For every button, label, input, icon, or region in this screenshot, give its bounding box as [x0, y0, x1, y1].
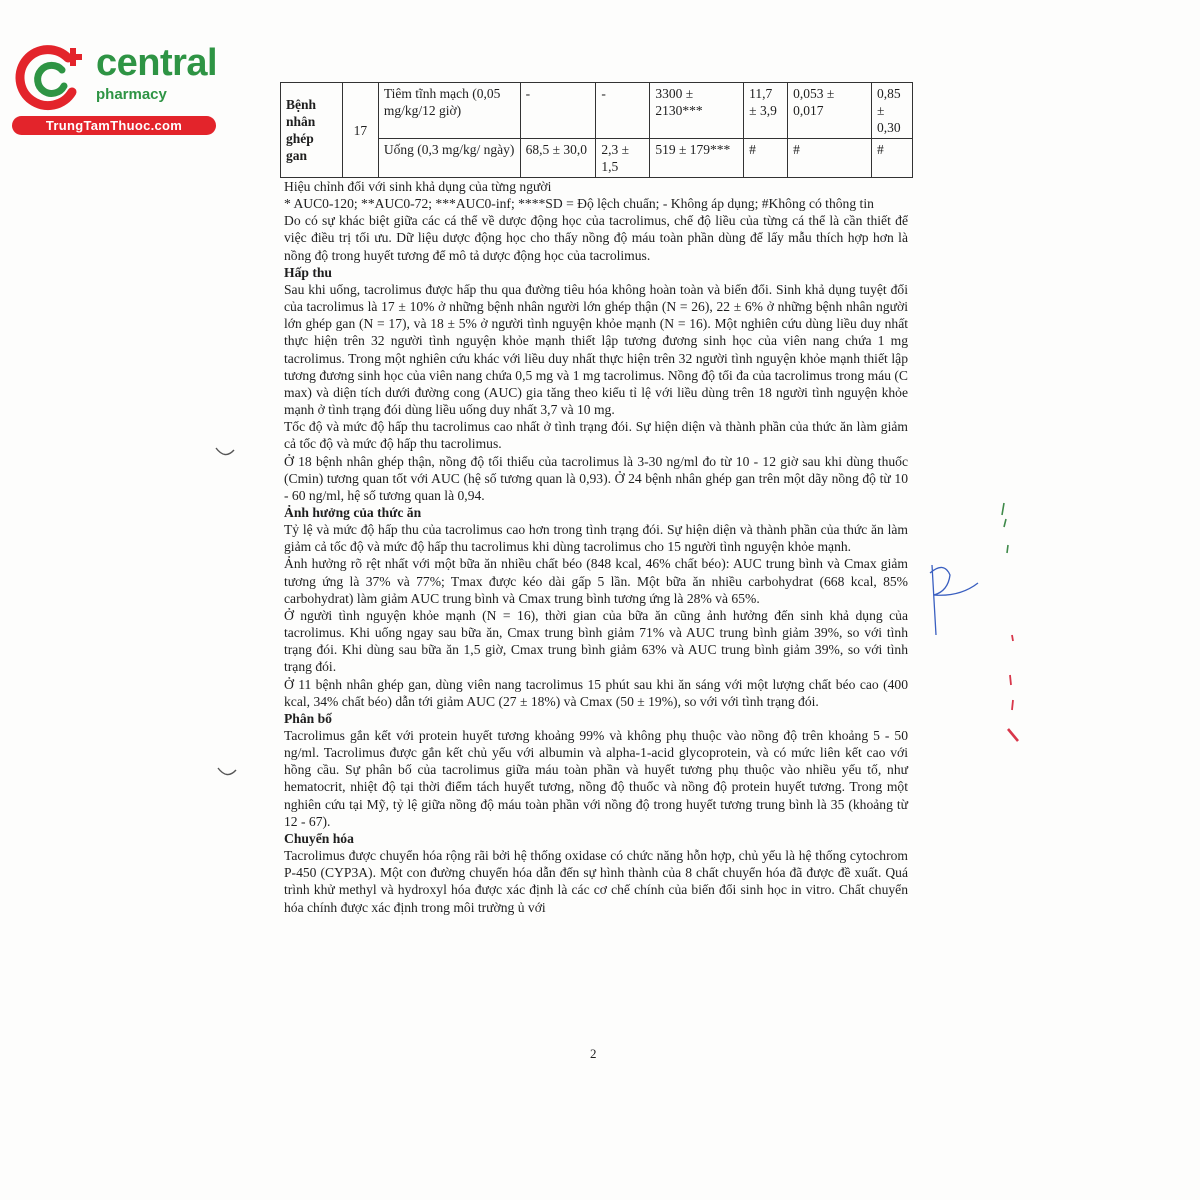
section-heading: Hấp thu	[284, 264, 332, 280]
n-cell: 17	[342, 83, 378, 178]
table-cell: 11,7 ± 3,9	[744, 83, 788, 139]
hole-punch-mark	[216, 766, 238, 780]
margin-signature-marks	[920, 495, 1020, 755]
patient-group-cell: Bệnh nhân ghép gan	[281, 83, 343, 178]
table-cell: 3300 ± 2130***	[650, 83, 744, 139]
route-cell: Tiêm tĩnh mạch (0,05 mg/kg/12 giờ)	[378, 83, 520, 139]
central-pharmacy-logo[interactable]	[8, 36, 218, 136]
paragraph: Ảnh hưởng rõ rệt nhất với một bữa ăn nhiều chất béo (848 kcal, 46% chất béo): AUC trung bình và Cmax giảm tương ứng là 37% và 77%; Tmax được kéo dài gấp 5 lần. Một bữa ăn nhiều carbohydrat (668 kcal, 85% carbohydrat) làm giảm AUC trung bình và Cmax trung bình tương ứng là 28% và 65%.	[284, 556, 908, 606]
paragraph: Tacrolimus gắn kết với protein huyết tương khoảng 99% và không phụ thuộc vào nồng độ trên khoảng 5 - 50 ng/ml. Tacrolimus được gắn kết chủ yếu với albumin và alpha-1-acid glycoprotein, và có mức liên kết cao với hồng cầu. Sự phân bố của tacrolimus giữa máu toàn phần và huyết tương phụ thuộc vào nhiều yếu tố, như hematocrit, nhiệt độ tại thời điểm tách huyết tương, nồng độ thuốc và nồng độ protein huyết tương. Trong một nghiên cứu tại Mỹ, tỷ lệ giữa nồng độ máu toàn phần với nồng độ trong huyết tương trung bình là 35 (khoảng từ 12 - 67).	[284, 728, 908, 829]
paragraph: Sau khi uống, tacrolimus được hấp thu qua đường tiêu hóa không hoàn toàn và biến đổi. Sinh khả dụng tuyệt đối của tacrolimus là 17 ± 10% ở những bệnh nhân người lớn ghép thận (N = 26), 22 ± 6% ở những bệnh nhân người lớn ghép gan (N = 17), và 18 ± 5% ở người tình nguyện khỏe mạnh (N = 16). Một nghiên cứu dùng liều duy nhất thực hiện trên 32 người tình nguyện khỏe mạnh thiết lập tương đương sinh học của viên nang chứa 1 mg tacrolimus. Trong một nghiên cứu khác với liều duy nhất thực hiện trên 32 người tình nguyện khỏe mạnh thiết lập tương đương sinh học của viên nang chứa 0,5 mg và 1 mg tacrolimus. Nồng độ tối đa của tacrolimus trong máu (C max) và diện tích dưới đường cong (AUC) gia tăng theo kiểu tỉ lệ với liều dùng trên 18 người tình nguyện khỏe mạnh ở tình trạng đói dùng liều uống duy nhất 3,7 và 10 mg.	[284, 281, 908, 418]
table-cell: -	[596, 83, 650, 139]
section-heading: Phân bố	[284, 710, 332, 726]
pharmacy-cross-icon	[14, 40, 88, 114]
section-heading: Chuyển hóa	[284, 830, 354, 846]
table-note: Hiệu chỉnh đối với sinh khả dụng của từng người	[284, 179, 552, 194]
table-row	[281, 83, 913, 139]
intro-paragraph: Do có sự khác biệt giữa các cá thể về dược động học của tacrolimus, chế độ liều của từng cá thể là cần thiết để việc điều trị tối ưu. Dữ liệu dược động học cho thấy nồng độ máu toàn phần dùng để lấy mẫu thích hợp hơn là nồng độ trong huyết tương để mô tả dược động học của tacrolimus.	[284, 213, 908, 263]
table-cell: #	[788, 139, 872, 178]
paragraph: Tỷ lệ và mức độ hấp thu của tacrolimus cao hơn trong tình trạng đói. Sự hiện diện và thành phần của thức ăn làm giảm cả tốc độ và mức độ hấp thu tacrolimus khi dùng tacrolimus cho 15 người tình nguyện khỏe mạnh.	[284, 522, 908, 555]
route-cell: Uống (0,3 mg/kg/ ngày)	[378, 139, 520, 178]
table-cell: -	[520, 83, 596, 139]
table-footnote: * AUC0-120; **AUC0-72; ***AUC0-inf; ****SD = Độ lệch chuẩn; - Không áp dụng; #Không có thông tin	[284, 196, 874, 212]
paragraph: Ở người tình nguyện khỏe mạnh (N = 16), thời gian của bữa ăn cũng ảnh hưởng đến sinh khả dụng của tacrolimus. Khi uống ngay sau bữa ăn, Cmax trung bình giảm 71% và AUC trung bình giảm 39%, so với tình trạng đói. Khi dùng sau bữa ăn 1,5 giờ, Cmax trung bình giảm 63% và AUC trung bình giảm 39%, so với tình trạng đói.	[284, 607, 908, 675]
logo-subtitle: pharmacy	[96, 86, 167, 103]
paragraph: Ở 11 bệnh nhân ghép gan, dùng viên nang tacrolimus 15 phút sau khi ăn sáng với một lượng chất béo cao (400 kcal, 34% chất béo) dẫn tới giảm AUC (27 ± 18%) và Cmax (50 ± 19%), so với với tình trạng đói.	[284, 676, 908, 709]
table-cell: 0,053 ± 0,017	[788, 83, 872, 139]
table-cell: 2,3 ± 1,5	[596, 139, 650, 178]
table-cell: #	[871, 139, 912, 178]
hole-punch-mark	[214, 446, 236, 460]
document-body	[284, 178, 908, 916]
table-cell: 0,85 ± 0,30	[871, 83, 912, 139]
page-number: 2	[590, 1046, 597, 1061]
paragraph: Tốc độ và mức độ hấp thu tacrolimus cao nhất ở tình trạng đói. Sự hiện diện và thành phần của thức ăn làm giảm cả tốc độ và mức độ hấp thu tacrolimus.	[284, 419, 908, 452]
pharmacokinetic-table	[280, 82, 913, 178]
table-cell: 68,5 ± 30,0	[520, 139, 596, 178]
logo-name: central	[96, 42, 218, 84]
logo-banner: TrungTamThuoc.com	[12, 116, 216, 135]
table-cell: #	[744, 139, 788, 178]
paragraph: Tacrolimus được chuyển hóa rộng rãi bởi hệ thống oxidase có chức năng hỗn hợp, chủ yếu là hệ thống cytochrom P-450 (CYP3A). Một con đường chuyển hóa dẫn đến sự hình thành của 8 chất chuyển hóa đã được đề xuất. Quá trình khử methyl và hydroxyl hóa được xác định là các cơ chế chính của biến đổi sinh học in vitro. Chất chuyển hóa chính được xác định trong môi trường ủ với	[284, 848, 908, 915]
table-cell: 519 ± 179***	[650, 139, 744, 178]
section-heading: Ảnh hưởng của thức ăn	[284, 504, 422, 520]
paragraph: Ở 18 bệnh nhân ghép thận, nồng độ tối thiểu của tacrolimus là 3-30 ng/ml đo từ 10 - 12 giờ sau khi dùng thuốc (Cmin) tương quan tốt với AUC (hệ số tương quan là 0,93). Ở 24 bệnh nhân ghép gan trên một dãy nồng độ từ 10 - 60 ng/ml, hệ số tương quan là 0,94.	[284, 453, 908, 503]
